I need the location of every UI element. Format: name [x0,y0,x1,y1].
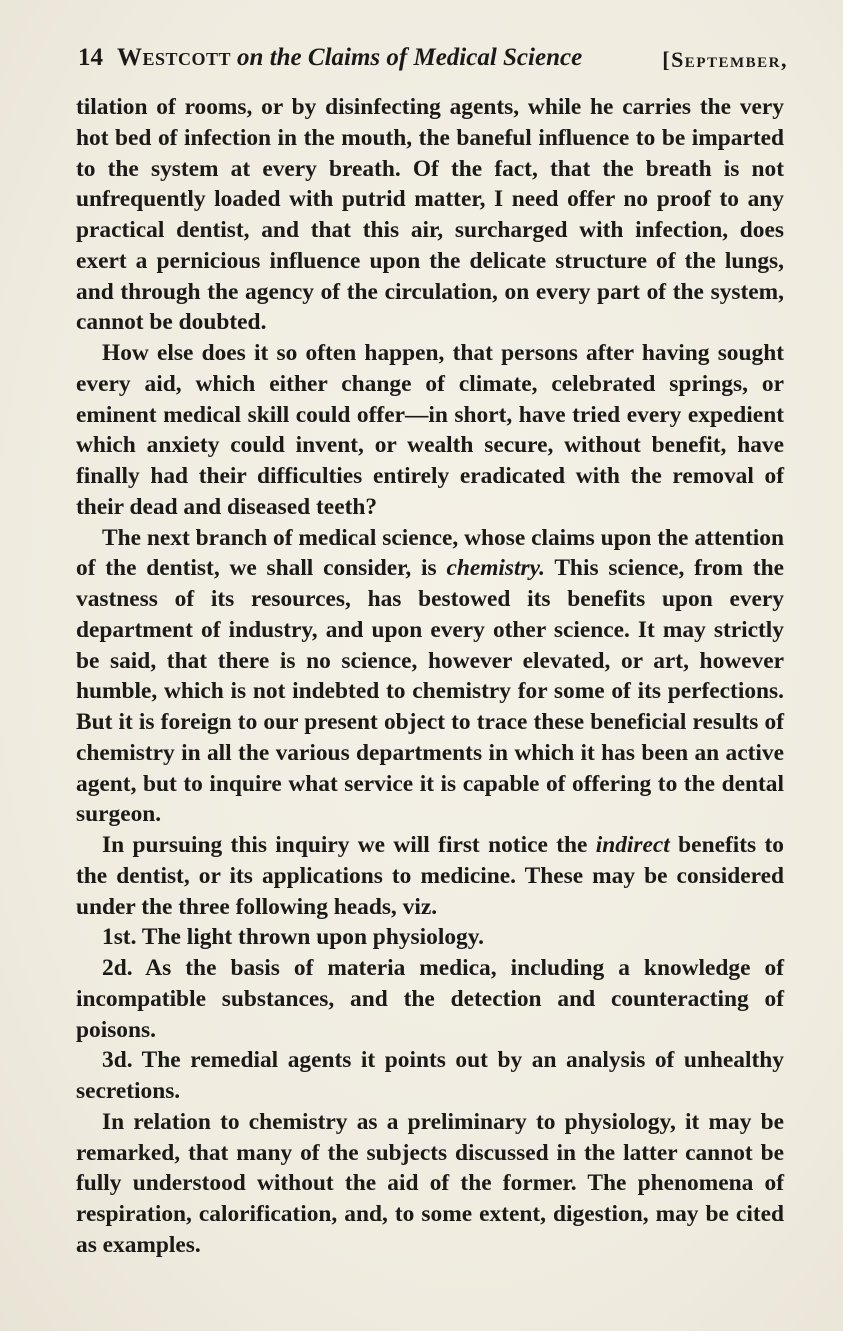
list-item-third: 3d. The remedial agents it points out by an analysis of unhealthy secretions. [76,1047,784,1104]
body-text [76,92,784,1261]
paragraph-chemistry [76,523,784,831]
header-date: [September, [662,47,788,72]
paragraph-inquiry [76,830,784,922]
emphasis-indirect: indirect [595,832,670,858]
page-number: 14 [78,44,103,71]
list-item-first: 1st. The light thrown upon physiology. [102,924,484,951]
paragraph-physiology: In relation to chemistry as a preliminary to physiology, it may be remarked, that many of the subjects discussed in the latter cannot be fully understood without the aid of the former. The phenomena of respiration, calorification, and, to some extent, digestion, may be cited as examples. [76,1108,784,1258]
header-author: Westcott [117,44,232,71]
paragraph-continued: tilation of rooms, or by disinfecting agents, while he carries the very hot bed of infection in the mouth, the baneful influence to be imparted to the system at every breath. Of the fact, that the breath is not unfrequently loaded with putrid matter, I need offer no proof to any practical dentist, and that this air, surcharged with infection, does exert a pernicious influence upon the delicate structure of the lungs, and through the agency of the circulation, on every part of the system, cannot be doubted. [76,94,784,336]
running-header [78,40,788,76]
paragraph-chemistry-after: This science, from the vastness of its resources, has bestowed its benefits upon every department of industry, and upon every other science. It may strictly be said, that there is no science, however elevated, or art, however humble, which is not indebted to chemistry for some of its perfections. But it is foreign to our present object to trace these beneficial results of chemistry in all the various departments in which it has been an active agent, but to inquire what service it is capable of offering to the dental surgeon. [76,555,784,828]
header-title: on the Claims of Medical Science [237,44,583,71]
paragraph-inquiry-after: benefits to the dentist, or its applications to medicine. These may be considered under the three following heads, viz. [76,832,784,920]
list-item-second: 2d. As the basis of materia medica, including a knowledge of incompatible substances, and the detection and counteracting of poisons. [76,955,784,1043]
paragraph-how-else: How else does it so often happen, that persons after having sought every aid, which either change of climate, celebrated springs, or eminent medical skill could offer—in short, have tried every expedient which anxiety could invent, or wealth secure, without benefit, have finally had their difficulties entirely eradicated with the removal of their dead and diseased teeth? [76,340,784,520]
paragraph-inquiry-before: In pursuing this inquiry we will first notice the [102,832,596,858]
paragraph-chemistry-before: The next branch of medical science, whose claims upon the attention of the dentist, we shall consider, is [76,524,784,582]
emphasis-chemistry: chemistry. [446,555,545,582]
